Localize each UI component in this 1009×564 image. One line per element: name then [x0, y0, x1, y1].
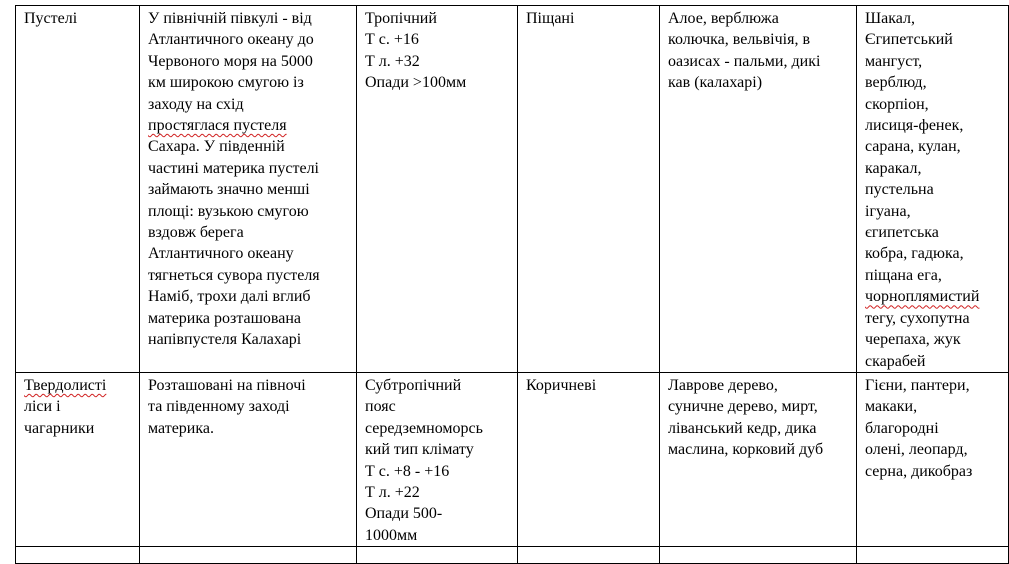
text-line: заходу на схід [148, 95, 244, 113]
text-line: Т л. +32 [365, 52, 420, 70]
text-line: чорноплямистий [865, 288, 980, 306]
location-cell [140, 6, 357, 373]
text-line: Лаврове дерево, [668, 376, 778, 394]
text-line: олені, леопард, [865, 441, 968, 459]
zones-table [15, 5, 1009, 564]
empty-cell [660, 547, 857, 564]
zone-cell [16, 372, 140, 546]
text-line: кобра, гадюка, [865, 245, 964, 263]
climate-cell [357, 372, 518, 546]
text-line: кий тип клімату [365, 441, 474, 459]
text-line: Опади 500- [365, 505, 443, 523]
text-line: мангуст, [865, 52, 923, 70]
text-line: піщана ега, [865, 266, 942, 284]
text-line: Сахара. У південній [148, 138, 285, 156]
text-line: Гієни, пантери, [865, 376, 970, 394]
text-line: Шакал, [865, 10, 915, 27]
zone-cell [16, 6, 140, 373]
text-line: суничне дерево, мирт, [668, 398, 818, 416]
text-line: ліванський кедр, дика [668, 419, 817, 437]
text-line: тегу, сухопутна [865, 309, 970, 327]
text-line: Т л. +22 [365, 483, 420, 501]
text-line: скарабей [865, 352, 926, 370]
animals-cell [857, 6, 1009, 373]
text-line: Червоного моря на 5000 [148, 52, 313, 70]
text-line: кав (калахарі) [668, 74, 763, 92]
text-line: скорпіон, [865, 95, 929, 113]
text-line: Опади >100мм [365, 74, 467, 92]
empty-cell [16, 547, 140, 564]
empty-cell [518, 547, 660, 564]
text-line: Тропічний [365, 10, 437, 27]
soils-value: Піщані [526, 10, 575, 27]
text-line: пустельна [865, 181, 934, 199]
text-line: ліси і [24, 398, 61, 416]
text-line: макаки, [865, 398, 918, 416]
text-line: Єгипетський [865, 31, 953, 49]
text-line: Атлантичного океану до [148, 31, 314, 49]
location-cell [140, 372, 357, 546]
text-line: материка розташована [148, 309, 302, 327]
text-line: Атлантичного океану [148, 245, 294, 263]
empty-cell [140, 547, 357, 564]
text-line: напівпустеля Калахарі [148, 331, 302, 349]
text-line: Розташовані на півночі [148, 376, 306, 394]
text-line: ігуана, [865, 202, 911, 220]
text-line: частині материка пустелі [148, 159, 319, 177]
text-line: материка. [148, 419, 214, 437]
zone-name: Пустелі [24, 10, 78, 27]
text-line: каракал, [865, 159, 922, 177]
text-line: вздовж берега [148, 224, 244, 242]
text-line: серна, дикобраз [865, 462, 973, 480]
soils-cell [518, 372, 660, 546]
text-line: Т с. +16 [365, 31, 419, 49]
text-line: простяглася пустеля [148, 117, 287, 135]
text-line: верблюд, [865, 74, 927, 92]
text-line: займають значно менші [148, 181, 310, 199]
climate-cell [357, 6, 518, 373]
text-line: черепаха, жук [865, 331, 961, 349]
text-line: Алое, верблюжа [668, 10, 779, 27]
text-line: площі: вузькою смугою [148, 202, 309, 220]
text-line: лисиця-фенек, [865, 117, 964, 135]
plants-cell [660, 6, 857, 373]
text-line: оазисах - пальми, дикі [668, 52, 821, 70]
plants-cell [660, 372, 857, 546]
text-line: Субтропічний [365, 376, 462, 394]
animals-cell [857, 372, 1009, 546]
text-line: колючка, вельвічія, в [668, 31, 811, 49]
text-line: чагарники [24, 419, 95, 437]
soils-cell [518, 6, 660, 373]
text-line: сарана, кулан, [865, 138, 961, 156]
text-line: У північній півкулі - від [148, 10, 312, 27]
text-line: середземноморсь [365, 419, 483, 437]
text-line: Т с. +8 - +16 [365, 462, 450, 480]
empty-cell [357, 547, 518, 564]
text-line: км широкою смугою із [148, 74, 304, 92]
text-line: 1000мм [365, 526, 418, 544]
text-line: та південному заході [148, 398, 290, 416]
text-line: Наміб, трохи далі вглиб [148, 288, 311, 306]
text-line: маслина, корковий дуб [668, 441, 824, 459]
text-line: Твердолисті [24, 376, 107, 394]
table-row-sclerophyll-forests [16, 372, 1009, 546]
empty-cell [857, 547, 1009, 564]
text-line: тягнеться сувора пустеля [148, 266, 320, 284]
text-line: благородні [865, 419, 939, 437]
text-line: пояс [365, 398, 396, 416]
soils-value: Коричневі [526, 376, 597, 394]
text-line: єгипетська [865, 224, 939, 242]
table-row-partial [16, 547, 1009, 564]
table-row-deserts [16, 6, 1009, 373]
